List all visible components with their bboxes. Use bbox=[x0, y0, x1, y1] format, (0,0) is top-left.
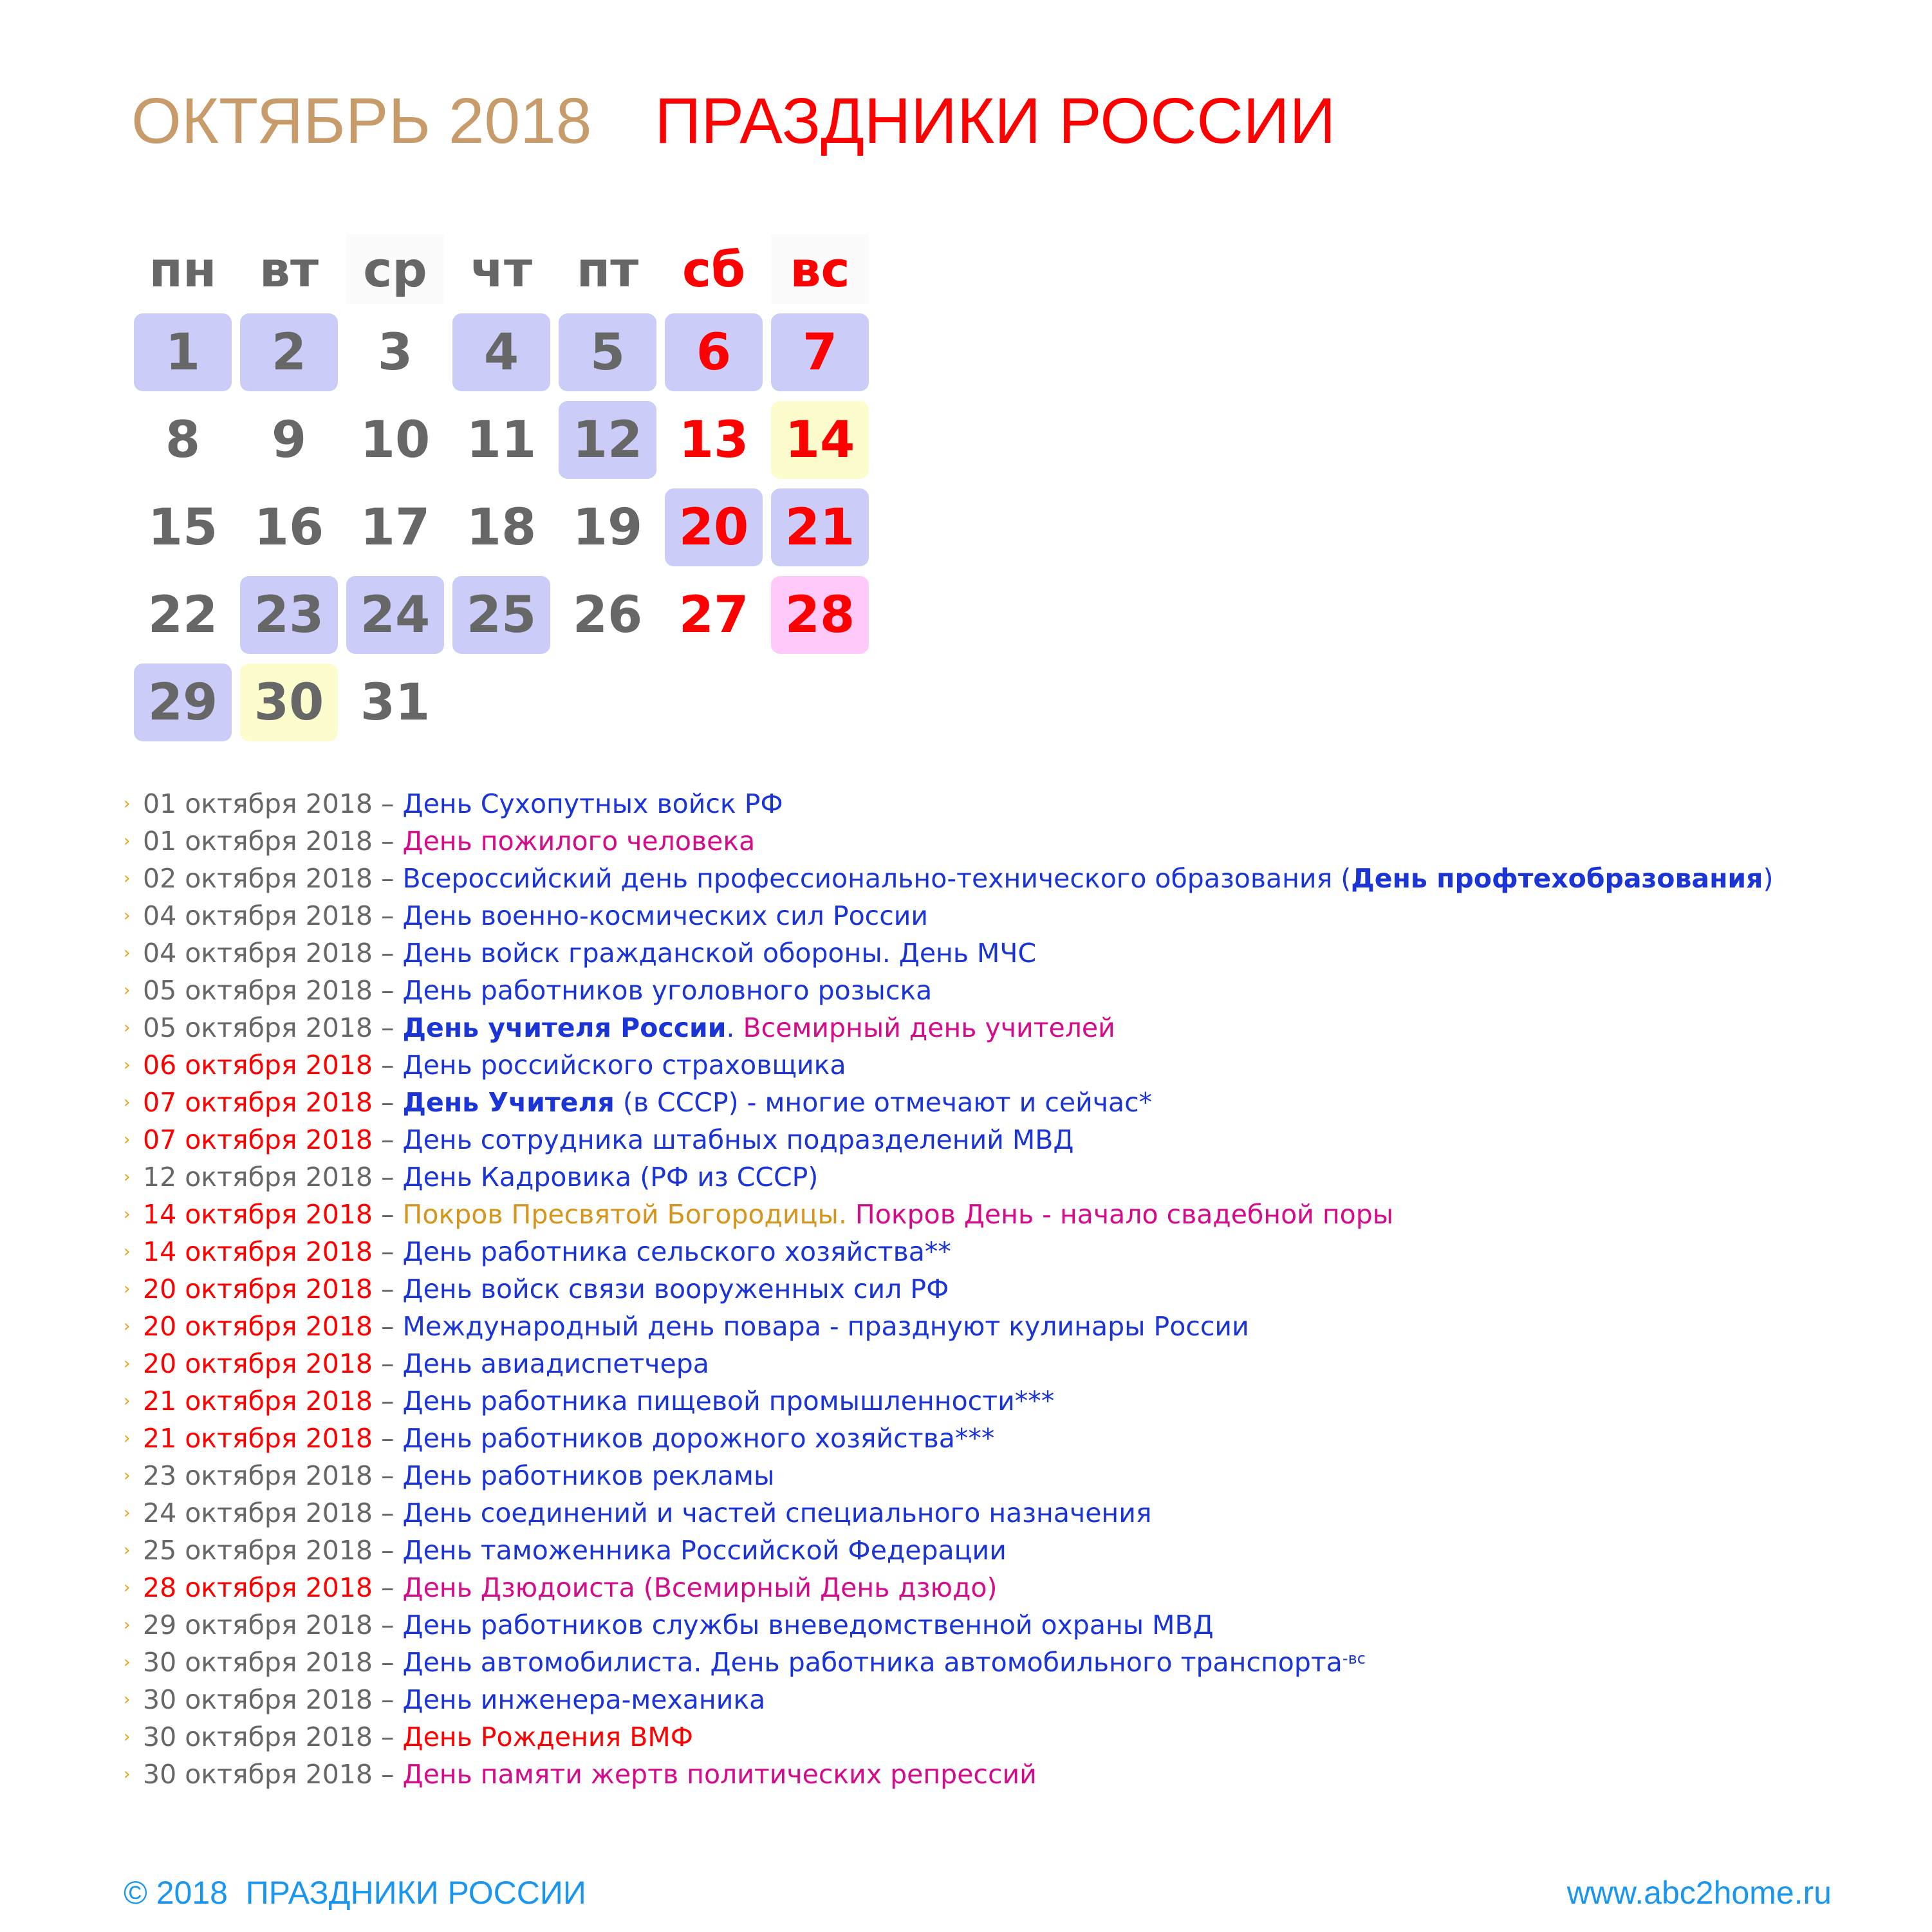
holiday-item bbox=[124, 1494, 1861, 1532]
holiday-text bbox=[143, 1345, 1861, 1382]
calendar-day: 2 bbox=[240, 313, 338, 391]
holiday-date: 02 октября 2018 bbox=[143, 863, 373, 894]
holiday-item bbox=[124, 1644, 1861, 1681]
bullet-icon: › bbox=[124, 906, 131, 925]
separator: – bbox=[372, 863, 403, 894]
holiday-name[interactable]: День памяти жертв политических репрессий bbox=[402, 1759, 1037, 1790]
holiday-text bbox=[143, 785, 1861, 822]
holiday-name[interactable]: День работника сельского хозяйства** bbox=[402, 1236, 951, 1267]
weekday-header: ср bbox=[346, 234, 444, 304]
calendar-day: 11 bbox=[466, 411, 537, 469]
bullet-icon: › bbox=[124, 1354, 131, 1373]
holiday-date: 30 октября 2018 bbox=[143, 1759, 373, 1790]
holiday-name[interactable]: День пожилого человека bbox=[402, 826, 756, 857]
bullet-icon: › bbox=[124, 1541, 131, 1560]
title-month: ОКТЯБРЬ 2018 bbox=[131, 85, 592, 157]
calendar-grid bbox=[134, 234, 869, 741]
calendar-day: 19 bbox=[572, 498, 643, 557]
bullet-icon: › bbox=[124, 1429, 131, 1448]
holiday-item bbox=[124, 1756, 1861, 1793]
separator: – bbox=[372, 1311, 403, 1342]
holiday-text bbox=[143, 1196, 1861, 1233]
holiday-name[interactable]: День авиадиспетчера bbox=[402, 1348, 709, 1379]
holiday-date: 20 октября 2018 bbox=[143, 1348, 373, 1379]
separator: – bbox=[372, 1199, 403, 1230]
weekday-header: пн bbox=[149, 240, 217, 298]
bullet-icon: › bbox=[124, 1578, 131, 1597]
holiday-text bbox=[143, 1084, 1861, 1121]
separator: – bbox=[372, 1572, 403, 1603]
weekday-header: вс bbox=[771, 234, 869, 304]
holiday-text bbox=[143, 934, 1861, 972]
holiday-text bbox=[143, 1009, 1861, 1046]
calendar-day: 30 bbox=[240, 664, 338, 741]
bullet-icon: › bbox=[124, 1018, 131, 1037]
weekday-header: сб bbox=[682, 240, 746, 298]
calendar-day: 15 bbox=[147, 498, 218, 557]
calendar-day: 8 bbox=[165, 411, 201, 469]
holiday-name[interactable]: -вс bbox=[1342, 1649, 1366, 1667]
holiday-item bbox=[124, 972, 1861, 1009]
separator: – bbox=[372, 1647, 403, 1678]
bullet-icon: › bbox=[124, 1205, 131, 1224]
holiday-text bbox=[143, 860, 1861, 897]
bullet-icon: › bbox=[124, 794, 131, 813]
separator: – bbox=[372, 975, 403, 1006]
separator: – bbox=[372, 826, 403, 857]
holiday-item bbox=[124, 1196, 1861, 1233]
holiday-text bbox=[143, 1569, 1861, 1606]
holiday-text bbox=[143, 1681, 1861, 1718]
holiday-list bbox=[124, 785, 1861, 1793]
holiday-name[interactable]: ) bbox=[1763, 863, 1774, 894]
holiday-item bbox=[124, 1121, 1861, 1158]
holiday-name[interactable]: День работников рекламы bbox=[402, 1460, 775, 1491]
holiday-item bbox=[124, 1270, 1861, 1308]
calendar-day: 29 bbox=[134, 664, 232, 741]
holiday-text bbox=[143, 1756, 1861, 1793]
holiday-item bbox=[124, 1233, 1861, 1270]
holiday-name[interactable]: День инженера-механика bbox=[402, 1684, 766, 1715]
holiday-item bbox=[124, 1532, 1861, 1569]
bullet-icon: › bbox=[124, 1055, 131, 1075]
bullet-icon: › bbox=[124, 1130, 131, 1149]
separator: – bbox=[372, 1610, 403, 1640]
calendar-day: 9 bbox=[271, 411, 307, 469]
holiday-name[interactable]: Всероссийский день профессионально-технического образования ( bbox=[402, 863, 1351, 894]
holiday-text bbox=[143, 1233, 1861, 1270]
holiday-name[interactable]: Покров Пресвятой Богородицы. bbox=[402, 1199, 855, 1230]
holiday-text bbox=[143, 822, 1861, 860]
weekday-header: чт bbox=[470, 240, 533, 298]
holiday-date: 21 октября 2018 bbox=[143, 1423, 373, 1454]
separator: – bbox=[372, 1386, 403, 1416]
separator: – bbox=[372, 1684, 403, 1715]
holiday-item bbox=[124, 934, 1861, 972]
holiday-item bbox=[124, 1569, 1861, 1606]
holiday-item bbox=[124, 822, 1861, 860]
holiday-name[interactable]: День Учителя bbox=[402, 1087, 615, 1118]
bullet-icon: › bbox=[124, 943, 131, 963]
holiday-name[interactable]: (в СССР) - многие отмечают и сейчас* bbox=[614, 1087, 1153, 1118]
holiday-name[interactable]: День профтехобразования bbox=[1351, 863, 1763, 894]
holiday-name[interactable]: День работников службы вневедомственной охраны МВД bbox=[402, 1610, 1214, 1640]
holiday-text bbox=[143, 1532, 1861, 1569]
calendar-day: 14 bbox=[771, 401, 869, 479]
separator: – bbox=[372, 1498, 403, 1528]
holiday-date: 28 октября 2018 bbox=[143, 1572, 373, 1603]
holiday-text bbox=[143, 1494, 1861, 1532]
holiday-date: 23 октября 2018 bbox=[143, 1460, 373, 1491]
bullet-icon: › bbox=[124, 1391, 131, 1411]
holiday-date: 01 октября 2018 bbox=[143, 788, 373, 819]
holiday-date: 20 октября 2018 bbox=[143, 1311, 373, 1342]
calendar-day: 3 bbox=[377, 323, 413, 382]
holiday-date: 30 октября 2018 bbox=[143, 1684, 373, 1715]
holiday-item bbox=[124, 1345, 1861, 1382]
calendar-day: 28 bbox=[771, 576, 869, 654]
holiday-date: 04 октября 2018 bbox=[143, 900, 373, 931]
separator: – bbox=[372, 788, 403, 819]
holiday-name[interactable]: Международный день повара - празднуют кулинары России bbox=[402, 1311, 1249, 1342]
holiday-date: 20 октября 2018 bbox=[143, 1274, 373, 1305]
holiday-name[interactable]: День таможенника Российской Федерации bbox=[402, 1535, 1007, 1566]
holiday-date: 04 октября 2018 bbox=[143, 938, 373, 969]
holiday-date: 14 октября 2018 bbox=[143, 1236, 373, 1267]
holiday-date: 24 октября 2018 bbox=[143, 1498, 373, 1528]
holiday-text bbox=[143, 1046, 1861, 1084]
holiday-name[interactable]: День войск гражданской обороны. День МЧС bbox=[402, 938, 1037, 969]
holiday-item bbox=[124, 1158, 1861, 1196]
holiday-item bbox=[124, 1009, 1861, 1046]
calendar-day: 25 bbox=[452, 576, 550, 654]
holiday-name[interactable]: День Дзюдоиста (Всемирный День дзюдо) bbox=[402, 1572, 998, 1603]
calendar-day: 17 bbox=[360, 498, 431, 557]
calendar-day: 20 bbox=[665, 488, 763, 566]
weekday-header: вт bbox=[259, 240, 319, 298]
separator: – bbox=[372, 1162, 403, 1193]
bullet-icon: › bbox=[124, 869, 131, 888]
calendar-day: 5 bbox=[559, 313, 656, 391]
bullet-icon: › bbox=[124, 1690, 131, 1709]
holiday-text bbox=[143, 1606, 1861, 1644]
holiday-text bbox=[143, 897, 1861, 934]
bullet-icon: › bbox=[124, 1765, 131, 1784]
holiday-item bbox=[124, 1718, 1861, 1756]
holiday-name[interactable]: . bbox=[726, 1012, 743, 1043]
holiday-item bbox=[124, 1457, 1861, 1494]
separator: – bbox=[372, 938, 403, 969]
separator: – bbox=[372, 1124, 403, 1155]
separator: – bbox=[372, 1535, 403, 1566]
holiday-date: 25 октября 2018 bbox=[143, 1535, 373, 1566]
holiday-item bbox=[124, 860, 1861, 897]
holiday-name[interactable]: День соединений и частей специального назначения bbox=[402, 1498, 1152, 1528]
calendar-day: 22 bbox=[147, 586, 218, 644]
holiday-name[interactable]: День учителя России bbox=[402, 1012, 727, 1043]
separator: – bbox=[372, 900, 403, 931]
separator: – bbox=[372, 1759, 403, 1790]
holiday-text bbox=[143, 1158, 1861, 1196]
bullet-icon: › bbox=[124, 1093, 131, 1112]
holiday-name[interactable]: День автомобилиста. День работника автомобильного транспорта bbox=[402, 1647, 1342, 1678]
holiday-name[interactable]: День работника пищевой промышленности*** bbox=[402, 1386, 1055, 1416]
holiday-name[interactable]: Покров День - начало свадебной поры bbox=[855, 1199, 1394, 1230]
holiday-name[interactable]: День сотрудника штабных подразделений МВД bbox=[402, 1124, 1074, 1155]
holiday-date: 21 октября 2018 bbox=[143, 1386, 373, 1416]
holiday-name[interactable]: День Сухопутных войск РФ bbox=[402, 788, 783, 819]
holiday-text bbox=[143, 1644, 1861, 1681]
holiday-item bbox=[124, 1681, 1861, 1718]
separator: – bbox=[372, 1460, 403, 1491]
holiday-text bbox=[143, 1308, 1861, 1345]
bullet-icon: › bbox=[124, 1466, 131, 1485]
holiday-date: 30 октября 2018 bbox=[143, 1722, 373, 1752]
holiday-date: 06 октября 2018 bbox=[143, 1050, 373, 1081]
holiday-date: 29 октября 2018 bbox=[143, 1610, 373, 1640]
holiday-date: 14 октября 2018 bbox=[143, 1199, 373, 1230]
calendar-day: 16 bbox=[254, 498, 324, 557]
holiday-text bbox=[143, 1270, 1861, 1308]
holiday-date: 07 октября 2018 bbox=[143, 1087, 373, 1118]
footer-website-link[interactable]: www.abc2home.ru bbox=[1566, 1875, 1832, 1911]
bullet-icon: › bbox=[124, 981, 131, 1000]
page-title bbox=[131, 82, 1335, 160]
calendar-day: 12 bbox=[559, 401, 656, 479]
bullet-icon: › bbox=[124, 831, 131, 851]
separator: – bbox=[372, 1722, 403, 1752]
holiday-name[interactable]: День российского страховщика bbox=[402, 1050, 846, 1081]
holiday-date: 30 октября 2018 bbox=[143, 1647, 373, 1678]
holiday-name[interactable]: Всемирный день учителей bbox=[743, 1012, 1115, 1043]
holiday-date: 07 октября 2018 bbox=[143, 1124, 373, 1155]
holiday-name[interactable]: День военно-космических сил России bbox=[402, 900, 929, 931]
holiday-text bbox=[143, 1382, 1861, 1420]
separator: – bbox=[372, 1423, 403, 1454]
separator: – bbox=[372, 1012, 403, 1043]
calendar-day: 6 bbox=[665, 313, 763, 391]
holiday-name[interactable]: День работников дорожного хозяйства*** bbox=[402, 1423, 995, 1454]
holiday-item bbox=[124, 785, 1861, 822]
calendar-day: 31 bbox=[360, 673, 431, 732]
holiday-name[interactable]: День работников уголовного розыска bbox=[402, 975, 933, 1006]
separator: – bbox=[372, 1274, 403, 1305]
holiday-date: 05 октября 2018 bbox=[143, 1012, 373, 1043]
bullet-icon: › bbox=[124, 1503, 131, 1523]
bullet-icon: › bbox=[124, 1279, 131, 1299]
calendar-day: 18 bbox=[466, 498, 537, 557]
holiday-text bbox=[143, 1420, 1861, 1457]
holiday-item bbox=[124, 1046, 1861, 1084]
calendar-day: 13 bbox=[678, 411, 749, 469]
holiday-name[interactable]: День Кадровика (РФ из СССР) bbox=[402, 1162, 819, 1193]
bullet-icon: › bbox=[124, 1317, 131, 1336]
calendar-day: 1 bbox=[134, 313, 232, 391]
holiday-text bbox=[143, 972, 1861, 1009]
holiday-date: 01 октября 2018 bbox=[143, 826, 373, 857]
holiday-text bbox=[143, 1121, 1861, 1158]
bullet-icon: › bbox=[124, 1727, 131, 1747]
holiday-name[interactable]: День Рождения ВМФ bbox=[402, 1722, 694, 1752]
calendar-day: 26 bbox=[572, 586, 643, 644]
holiday-item bbox=[124, 1084, 1861, 1121]
holiday-text bbox=[143, 1718, 1861, 1756]
holiday-item bbox=[124, 1606, 1861, 1644]
bullet-icon: › bbox=[124, 1242, 131, 1261]
calendar-day: 27 bbox=[678, 586, 749, 644]
bullet-icon: › bbox=[124, 1615, 131, 1635]
weekday-header: пт bbox=[576, 240, 639, 298]
calendar-day: 4 bbox=[452, 313, 550, 391]
calendar-day: 24 bbox=[346, 576, 444, 654]
bullet-icon: › bbox=[124, 1653, 131, 1672]
holiday-name[interactable]: День войск связи вооруженных сил РФ bbox=[402, 1274, 949, 1305]
holiday-date: 12 октября 2018 bbox=[143, 1162, 373, 1193]
calendar-day: 10 bbox=[360, 411, 431, 469]
separator: – bbox=[372, 1050, 403, 1081]
holiday-item bbox=[124, 897, 1861, 934]
separator: – bbox=[372, 1087, 403, 1118]
bullet-icon: › bbox=[124, 1167, 131, 1187]
holiday-item bbox=[124, 1420, 1861, 1457]
footer-copyright: © 2018 ПРАЗДНИКИ РОССИИ bbox=[124, 1875, 586, 1911]
holiday-item bbox=[124, 1382, 1861, 1420]
calendar-day: 23 bbox=[240, 576, 338, 654]
holiday-date: 05 октября 2018 bbox=[143, 975, 373, 1006]
title-holidays: ПРАЗДНИКИ РОССИИ bbox=[655, 85, 1336, 157]
separator: – bbox=[372, 1348, 403, 1379]
calendar-day: 7 bbox=[771, 313, 869, 391]
separator: – bbox=[372, 1236, 403, 1267]
calendar-day: 21 bbox=[771, 488, 869, 566]
holiday-item bbox=[124, 1308, 1861, 1345]
holiday-text bbox=[143, 1457, 1861, 1494]
